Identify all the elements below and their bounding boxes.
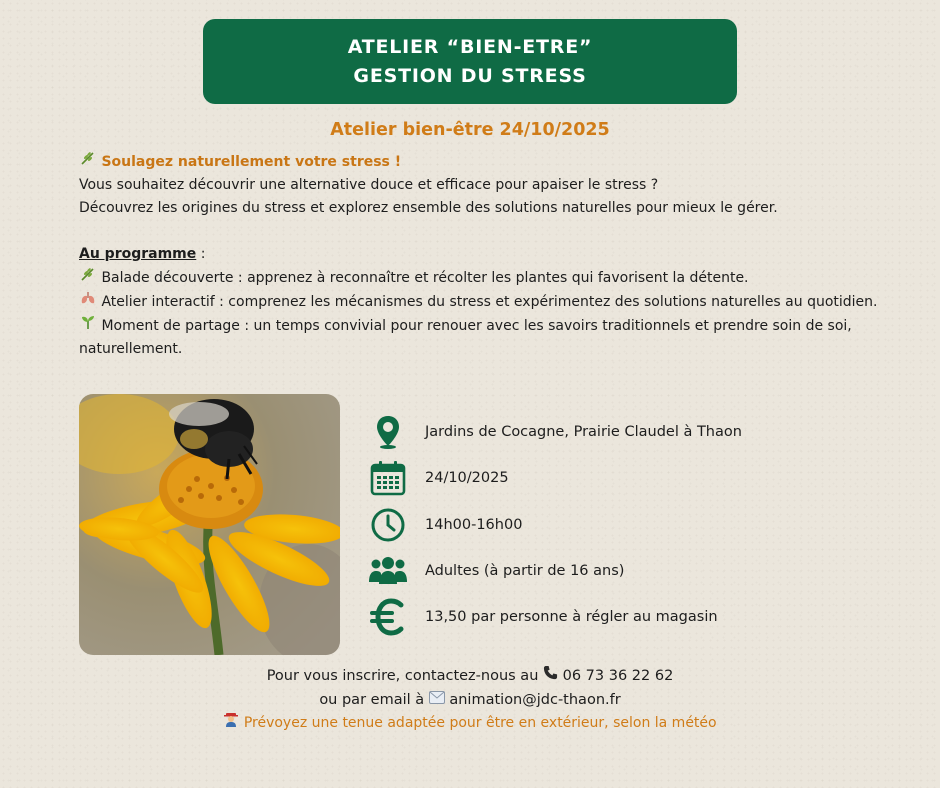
programme-heading (79, 243, 929, 266)
contact-line-2 (0, 689, 940, 712)
phone-icon (543, 668, 558, 684)
price-text: 13,50 par personne à régler au magasin (425, 609, 718, 625)
map-pin-icon (368, 412, 408, 452)
email-prefix: ou par email à (319, 692, 425, 708)
contact-line-1 (0, 665, 940, 688)
time-row (368, 505, 523, 545)
date-row (368, 458, 509, 498)
programme-item (79, 290, 929, 314)
date-text: 24/10/2025 (425, 470, 509, 486)
event-subtitle: Atelier bien-être 24/10/2025 (330, 120, 610, 140)
seedling-icon (79, 314, 97, 338)
herb-icon (79, 266, 97, 290)
herb-icon (79, 150, 97, 174)
intro-line-1: Vous souhaitez découvrir une alternative douce et efficace pour apaiser le stress ? (79, 177, 659, 193)
weather-warning (0, 711, 940, 735)
spacer (79, 220, 929, 243)
contact-prefix: Pour vous inscrire, contactez-nous au (266, 668, 539, 684)
headline-line (79, 150, 929, 174)
calendar-icon (368, 458, 408, 498)
intro-line-2: Découvrez les origines du stress et explorez ensemble des solutions naturelles pour mieux le gérer. (79, 200, 778, 216)
programme-item-text: Atelier interactif : comprenez les mécanismes du stress et expérimentez des solutions naturelles au quotidien. (101, 294, 878, 310)
audience-row (368, 551, 625, 591)
headline: Soulagez naturellement votre stress ! (101, 154, 402, 170)
clock-icon (368, 505, 408, 545)
email-link[interactable]: animation@jdc-thaon.fr (449, 692, 621, 708)
lungs-icon (79, 290, 97, 314)
location-row (368, 412, 742, 452)
phone-number[interactable]: 06 73 36 22 62 (562, 668, 674, 684)
bee-on-flower-photo (79, 394, 340, 655)
programme-item (79, 266, 929, 290)
group-icon (368, 551, 408, 591)
audience-text: Adultes (à partir de 16 ans) (425, 563, 625, 579)
price-row (368, 597, 718, 637)
programme-item-text: Balade découverte : apprenez à reconnaître et récolter les plantes qui favorisent la détente. (101, 270, 749, 286)
envelope-icon (429, 692, 445, 708)
title-line-1: ATELIER “BIEN-ETRE” (347, 35, 593, 58)
programme-item (79, 314, 929, 361)
farmer-icon (223, 715, 239, 731)
time-text: 14h00-16h00 (425, 517, 523, 533)
description (79, 150, 929, 361)
programme-label: Au programme (79, 246, 197, 262)
warning-text: Prévoyez une tenue adaptée pour être en extérieur, selon la météo (243, 715, 717, 731)
programme-label-suffix: : (196, 246, 206, 262)
euro-icon (368, 597, 408, 637)
location-text: Jardins de Cocagne, Prairie Claudel à Thaon (425, 424, 742, 440)
programme-item-text: Moment de partage : un temps convivial pour renouer avec les savoirs traditionnels et prendre soin de soi, naturellement. (79, 318, 852, 357)
title-line-2: GESTION DU STRESS (353, 64, 587, 87)
title-banner (203, 19, 737, 104)
